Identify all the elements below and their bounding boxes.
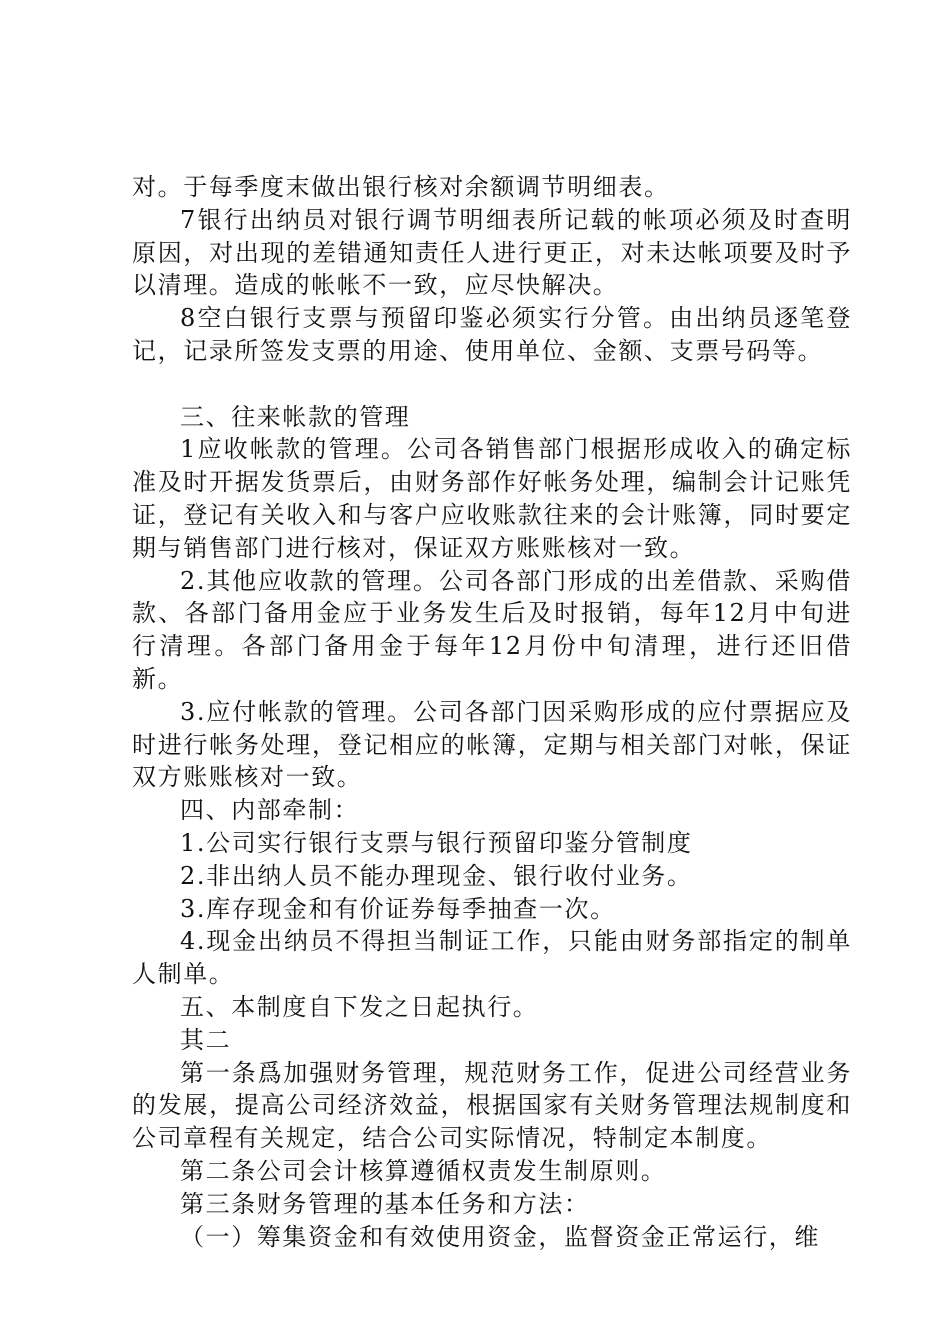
paragraph-receivables: 1应收帐款的管理。公司各销售部门根据形成收入的确定标准及时开据发货票后，由财务部作好帐务处理，编制会计记账凭证，登记有关收入和与客户应收账款往来的会计账簿，同时要定期与销售部门进行核对，保证双方账账核对一致。 xyxy=(132,435,852,562)
paragraph-item-7: 7银行出纳员对银行调节明细表所记载的帐项必须及时查明原因，对出现的差错通知责任人进行更正，对未达帐项要及时予以清理。造成的帐帐不一致，应尽快解决。 xyxy=(132,205,852,300)
article-3: 第三条财务管理的基本任务和方法： xyxy=(180,1189,590,1218)
article-2: 第二条公司会计核算遵循权责发生制原则。 xyxy=(180,1156,667,1185)
list-item-4: 4.现金出纳员不得担当制证工作，只能由财务部指定的制单人制单。 xyxy=(132,927,852,989)
document-body xyxy=(132,171,852,1253)
list-item-3: 3.库存现金和有价证券每季抽查一次。 xyxy=(180,894,616,923)
article-3-item-1: （一）筹集资金和有效使用资金，监督资金正常运行，维 xyxy=(180,1222,820,1251)
paragraph-payables: 3.应付帐款的管理。公司各部门因采购形成的应付票据应及时进行帐务处理，登记相应的帐簿，定期与相关部门对帐，保证双方账账核对一致。 xyxy=(132,697,852,792)
section-heading-4: 四、内部牵制： xyxy=(180,796,360,825)
paragraph-spacer xyxy=(132,368,852,401)
paragraph-continuation: 对。于每季度末做出银行核对余额调节明细表。 xyxy=(132,173,670,201)
paragraph-other-receivables: 2.其他应收款的管理。公司各部门形成的出差借款、采购借款、各部门备用金应于业务发生后及时报销，每年12月中旬进行清理。各部门备用金于每年12月份中旬清理，进行还旧借新。 xyxy=(132,566,852,693)
paragraph-item-8: 8空白银行支票与预留印鉴必须实行分管。由出纳员逐笔登记，记录所签发支票的用途、使用单位、金额、支票号码等。 xyxy=(132,304,852,365)
part-two-heading: 其二 xyxy=(180,1025,232,1054)
section-heading-3: 三、往来帐款的管理 xyxy=(180,402,411,431)
section-heading-5: 五、本制度自下发之日起执行。 xyxy=(180,992,539,1021)
list-item-2: 2.非出纳人员不能办理现金、银行收付业务。 xyxy=(180,861,693,890)
article-1: 第一条爲加强财务管理，规范财务工作，促进公司经营业务的发展，提高公司经济效益，根据国家有关财务管理法规制度和公司章程有关规定，结合公司实际情况，特制定本制度。 xyxy=(132,1058,852,1153)
list-item-1: 1.公司实行银行支票与银行预留印鉴分管制度 xyxy=(180,828,693,857)
